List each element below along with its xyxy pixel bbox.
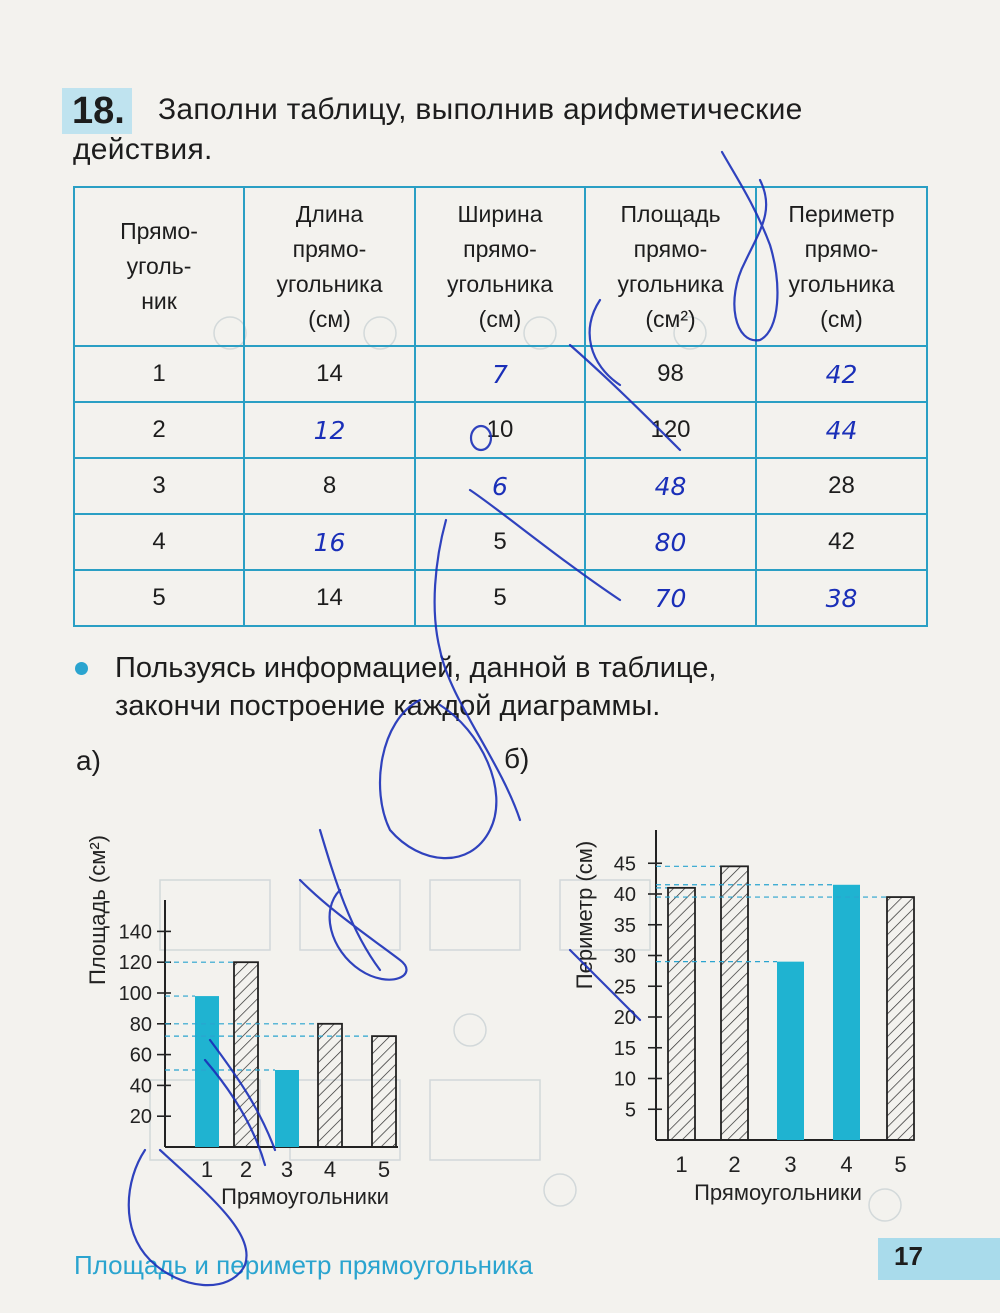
header-perimeter-line-1: Периметр [788,200,895,227]
cell-perimeter: 28 [756,458,927,514]
category-label: 3 [280,1157,294,1182]
cell-perimeter-handwritten[interactable]: 42 [756,346,927,402]
header-perimeter-line-3: угольника [788,270,895,297]
category-label: 4 [840,1152,853,1177]
cell-area: 120 [585,402,756,458]
cell-area-handwritten[interactable]: 48 [585,458,756,514]
header-rectangle-line-1: Прямо- [120,218,198,244]
category-label: 4 [323,1157,337,1182]
header-width-line-3: угольника [447,270,553,297]
y-tick-label: 15 [613,1037,636,1060]
panel-a-label: а) [76,745,101,776]
header-area-line-3: угольника [617,270,724,297]
header-length-line-1: Длина [295,200,364,227]
category-label: 1 [675,1152,688,1177]
bar-hand-drawn [234,962,258,1147]
bar-printed [833,885,860,1140]
y-tick-label: 20 [129,1106,152,1129]
y-tick-label: 35 [613,914,636,937]
panel-b-label: б) [504,743,530,774]
cell-perimeter: 42 [756,514,927,570]
y-tick-label: 10 [613,1068,636,1091]
y-tick-label: 25 [613,976,636,999]
bar-hand-drawn [721,866,748,1140]
task-text-line-1: Заполни таблицу, выполнив арифметические [158,93,803,126]
perimeter-chart [572,830,914,1205]
y-tick-label: 80 [129,1013,152,1036]
page-number-tab [878,1238,1000,1280]
cell-length-handwritten[interactable]: 12 [244,402,415,458]
x-axis-title: Прямоугольники [694,1180,862,1205]
bar-hand-drawn [318,1024,342,1147]
y-axis-title: Площадь (см²) [85,835,110,985]
y-tick-label: 20 [613,1007,636,1029]
y-tick-label: 60 [129,1044,152,1067]
task-text-line-2: действия. [73,133,213,166]
y-tick-label: 100 [118,983,152,1005]
header-perimeter-line-4: (см) [820,305,863,332]
header-area-line-4: (см²) [645,305,696,332]
instruction-line-1: Пользуясь информацией, данной в таблице, [115,652,717,684]
bar-hand-drawn [887,897,914,1140]
category-label: 5 [377,1157,391,1182]
cell-length: 14 [244,346,415,402]
bar-hand-drawn [372,1036,396,1147]
category-label: 1 [200,1157,214,1182]
footer-section-title: Площадь и периметр прямоугольника [74,1250,533,1280]
cell-number: 5 [74,570,244,626]
cell-length-handwritten[interactable]: 16 [244,514,415,570]
page-number: 17 [894,1241,923,1271]
cell-width: 10 [415,402,585,458]
cell-number: 4 [74,514,244,570]
category-label: 3 [784,1152,797,1177]
bar-printed [275,1070,299,1147]
cell-width: 5 [415,570,585,626]
bar-printed [195,996,219,1147]
task-number: 18. [72,90,125,132]
header-rectangle-line-2: уголь- [126,253,192,279]
y-tick-label: 30 [613,945,636,968]
cell-width-handwritten[interactable]: 7 [415,346,585,402]
category-label: 2 [239,1157,253,1182]
cell-area-handwritten[interactable]: 80 [585,514,756,570]
bar-hand-drawn [668,888,695,1140]
cell-perimeter-handwritten[interactable]: 44 [756,402,927,458]
y-tick-label: 40 [129,1075,152,1098]
y-axis-title: Периметр (см) [572,840,597,990]
header-width-line-2: прямо- [463,235,537,262]
cell-number: 1 [74,346,244,402]
header-length-line-2: прямо- [292,235,367,262]
header-width-line-1: Ширина [457,200,543,227]
header-length-line-3: угольника [276,270,383,297]
cell-width-handwritten[interactable]: 6 [415,458,585,514]
header-area-line-2: прямо- [633,235,708,262]
cell-number: 3 [74,458,244,514]
header-length-line-4: (см) [308,305,351,332]
cell-length: 14 [244,570,415,626]
y-tick-label: 45 [613,853,636,876]
cell-perimeter-handwritten[interactable]: 38 [756,570,927,626]
instruction-line-2: закончи построение каждой диаграммы. [115,690,661,722]
category-label: 2 [728,1152,741,1177]
header-rectangle-line-3: ник [141,288,177,314]
header-width-line-4: (см) [478,305,522,332]
y-tick-label: 120 [118,952,152,975]
x-axis-title: Прямоугольники [221,1184,389,1209]
header-area-line-1: Площадь [620,200,721,227]
area-chart [85,835,398,1209]
cell-width: 5 [415,514,585,570]
cell-area: 98 [585,346,756,402]
y-tick-label: 140 [118,921,152,944]
category-label: 5 [894,1152,907,1177]
y-tick-label: 5 [624,1099,636,1122]
header-perimeter-line-2: прямо- [804,235,879,262]
y-tick-label: 40 [613,884,636,906]
bar-printed [777,962,804,1140]
cell-length: 8 [244,458,415,514]
cell-area-handwritten[interactable]: 70 [585,570,756,626]
cell-number: 2 [74,402,244,458]
